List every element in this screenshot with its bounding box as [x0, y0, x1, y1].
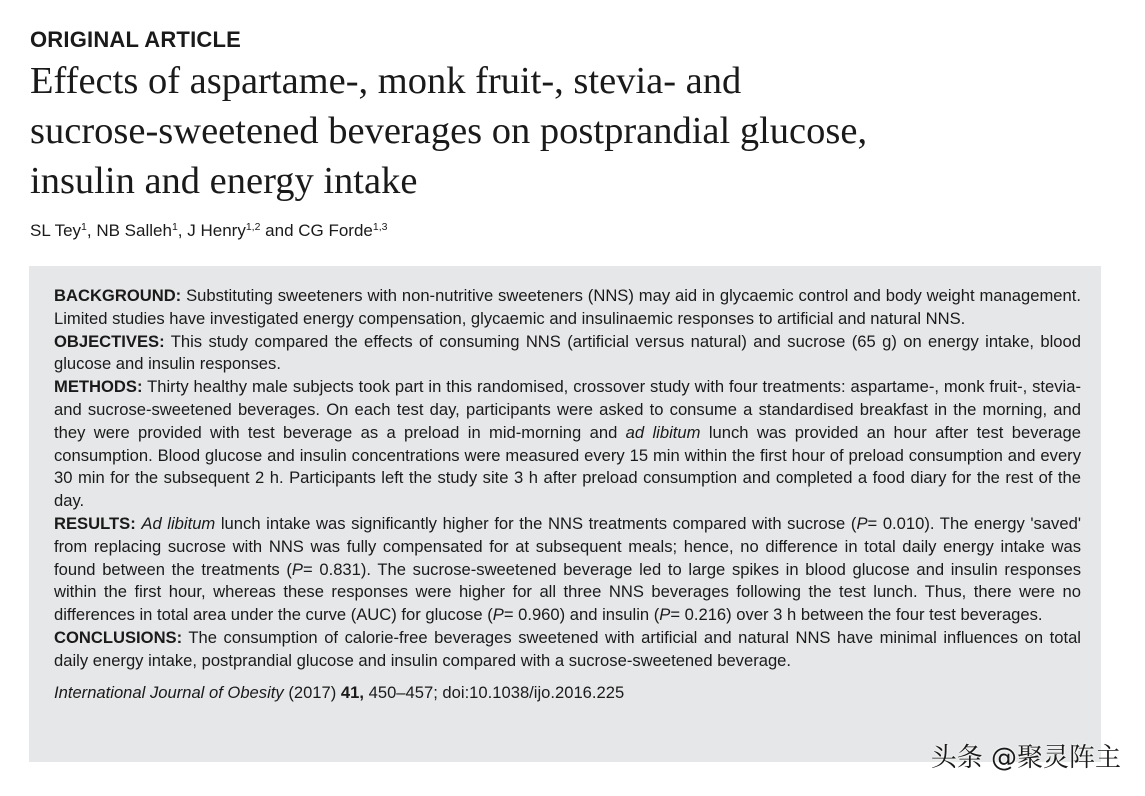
- abstract-objectives: [54, 331, 1081, 377]
- abstract-panel: [29, 266, 1101, 762]
- section-text: The consumption of calorie-free beverages sweetened with artificial and natural NNS have minimal influences on total daily energy intake, postprandial glucose and insulin compared with a sucrose-sweetened beverage.: [54, 627, 1081, 670]
- section-text: lunch intake was significantly higher for the NNS treatments compared with sucrose (: [220, 513, 857, 533]
- section-text: lunch was provided an hour after test beverage consumption. Blood glucose and insulin concentrations were measured every 15 min within the first hour of preload consumption and every 30 min for the subsequent 2 h. Participants left the study site 3 h after preload consumption and completed a food diary for the rest of the day.: [54, 422, 1081, 511]
- title-line: insulin and energy intake: [30, 160, 418, 202]
- author-separator: ,: [86, 221, 97, 240]
- citation-volume: 41,: [340, 682, 364, 702]
- author-affiliation: 1,3: [372, 221, 388, 233]
- abstract-conclusions: [54, 627, 1081, 673]
- journal-name[interactable]: International Journal of Obesity: [54, 682, 284, 702]
- section-label: OBJECTIVES:: [54, 331, 165, 351]
- title-line: sucrose-sweetened beverages on postprandial glucose,: [30, 110, 868, 152]
- author-name[interactable]: CG Forde: [298, 221, 373, 240]
- p-value-symbol: P: [291, 559, 303, 579]
- abstract-body: [54, 285, 1081, 673]
- section-text: = 0.960) and insulin (: [503, 605, 660, 625]
- section-label: BACKGROUND:: [54, 286, 182, 305]
- author-affiliation: 1: [81, 221, 87, 233]
- citation-year: (2017): [288, 682, 337, 702]
- author-name[interactable]: NB Salleh: [96, 221, 172, 240]
- section-label: METHODS:: [54, 377, 143, 397]
- section-label: RESULTS:: [54, 513, 136, 533]
- citation-doi[interactable]: 450–457; doi:10.1038/ijo.2016.225: [368, 682, 625, 702]
- italic-term: Ad libitum: [141, 513, 216, 533]
- author-separator: and: [260, 221, 299, 240]
- author-separator: ,: [177, 221, 188, 240]
- title-line: Effects of aspartame-, monk fruit-, stevia- and: [30, 60, 742, 102]
- p-value-symbol: P: [659, 605, 671, 625]
- section-text: = 0.831). The sucrose-sweetened beverage led to large spikes in blood glucose and insulin responses within the first hour, whereas these responses were higher for all three NNS beverages following the test lunch. Thus, there were no differences in total area under the curve (AUC) for glucose (: [54, 559, 1081, 625]
- p-value-symbol: P: [856, 513, 868, 533]
- citation-line: [54, 682, 1081, 704]
- section-text: = 0.010). The energy 'saved' from replacing sucrose with NNS was fully compensated for at subsequent meals; hence, no difference in total daily energy intake was found between the treatments (: [54, 513, 1081, 579]
- author-name[interactable]: SL Tey: [30, 221, 82, 240]
- watermark-text: 头条 @聚灵阵主: [930, 743, 1121, 773]
- article-title: [30, 56, 1090, 206]
- section-text: This study compared the effects of consuming NNS (artificial versus natural) and sucrose (65 g) on energy intake, blood glucose and insulin responses.: [54, 331, 1081, 374]
- section-text: = 0.216) over 3 h between the four test beverages.: [670, 605, 1043, 625]
- author-list: [30, 221, 388, 241]
- author-name[interactable]: J Henry: [187, 221, 246, 240]
- article-type-label: ORIGINAL ARTICLE: [30, 27, 241, 52]
- abstract-background: [54, 285, 1081, 331]
- section-label: CONCLUSIONS:: [54, 627, 183, 647]
- italic-term: ad libitum: [625, 422, 701, 442]
- abstract-methods: [54, 376, 1081, 513]
- section-text: Thirty healthy male subjects took part in this randomised, crossover study with four treatments: aspartame-, monk fruit-, stevia- and sucrose-sweetened beverages. On each test day, participants were asked to consume a standardised breakfast in the morning, and they were provided with test beverage as a preload in mid-morning and: [54, 377, 1081, 442]
- author-affiliation: 1,2: [245, 221, 261, 233]
- section-text: Substituting sweeteners with non-nutritive sweeteners (NNS) may aid in glycaemic control and body weight management. Limited studies have investigated energy compensation, glycaemic and insulinaemic responses to artificial and natural NNS.: [54, 286, 1081, 328]
- p-value-symbol: P: [492, 605, 504, 625]
- abstract-results: [54, 513, 1081, 627]
- author-affiliation: 1: [171, 221, 178, 233]
